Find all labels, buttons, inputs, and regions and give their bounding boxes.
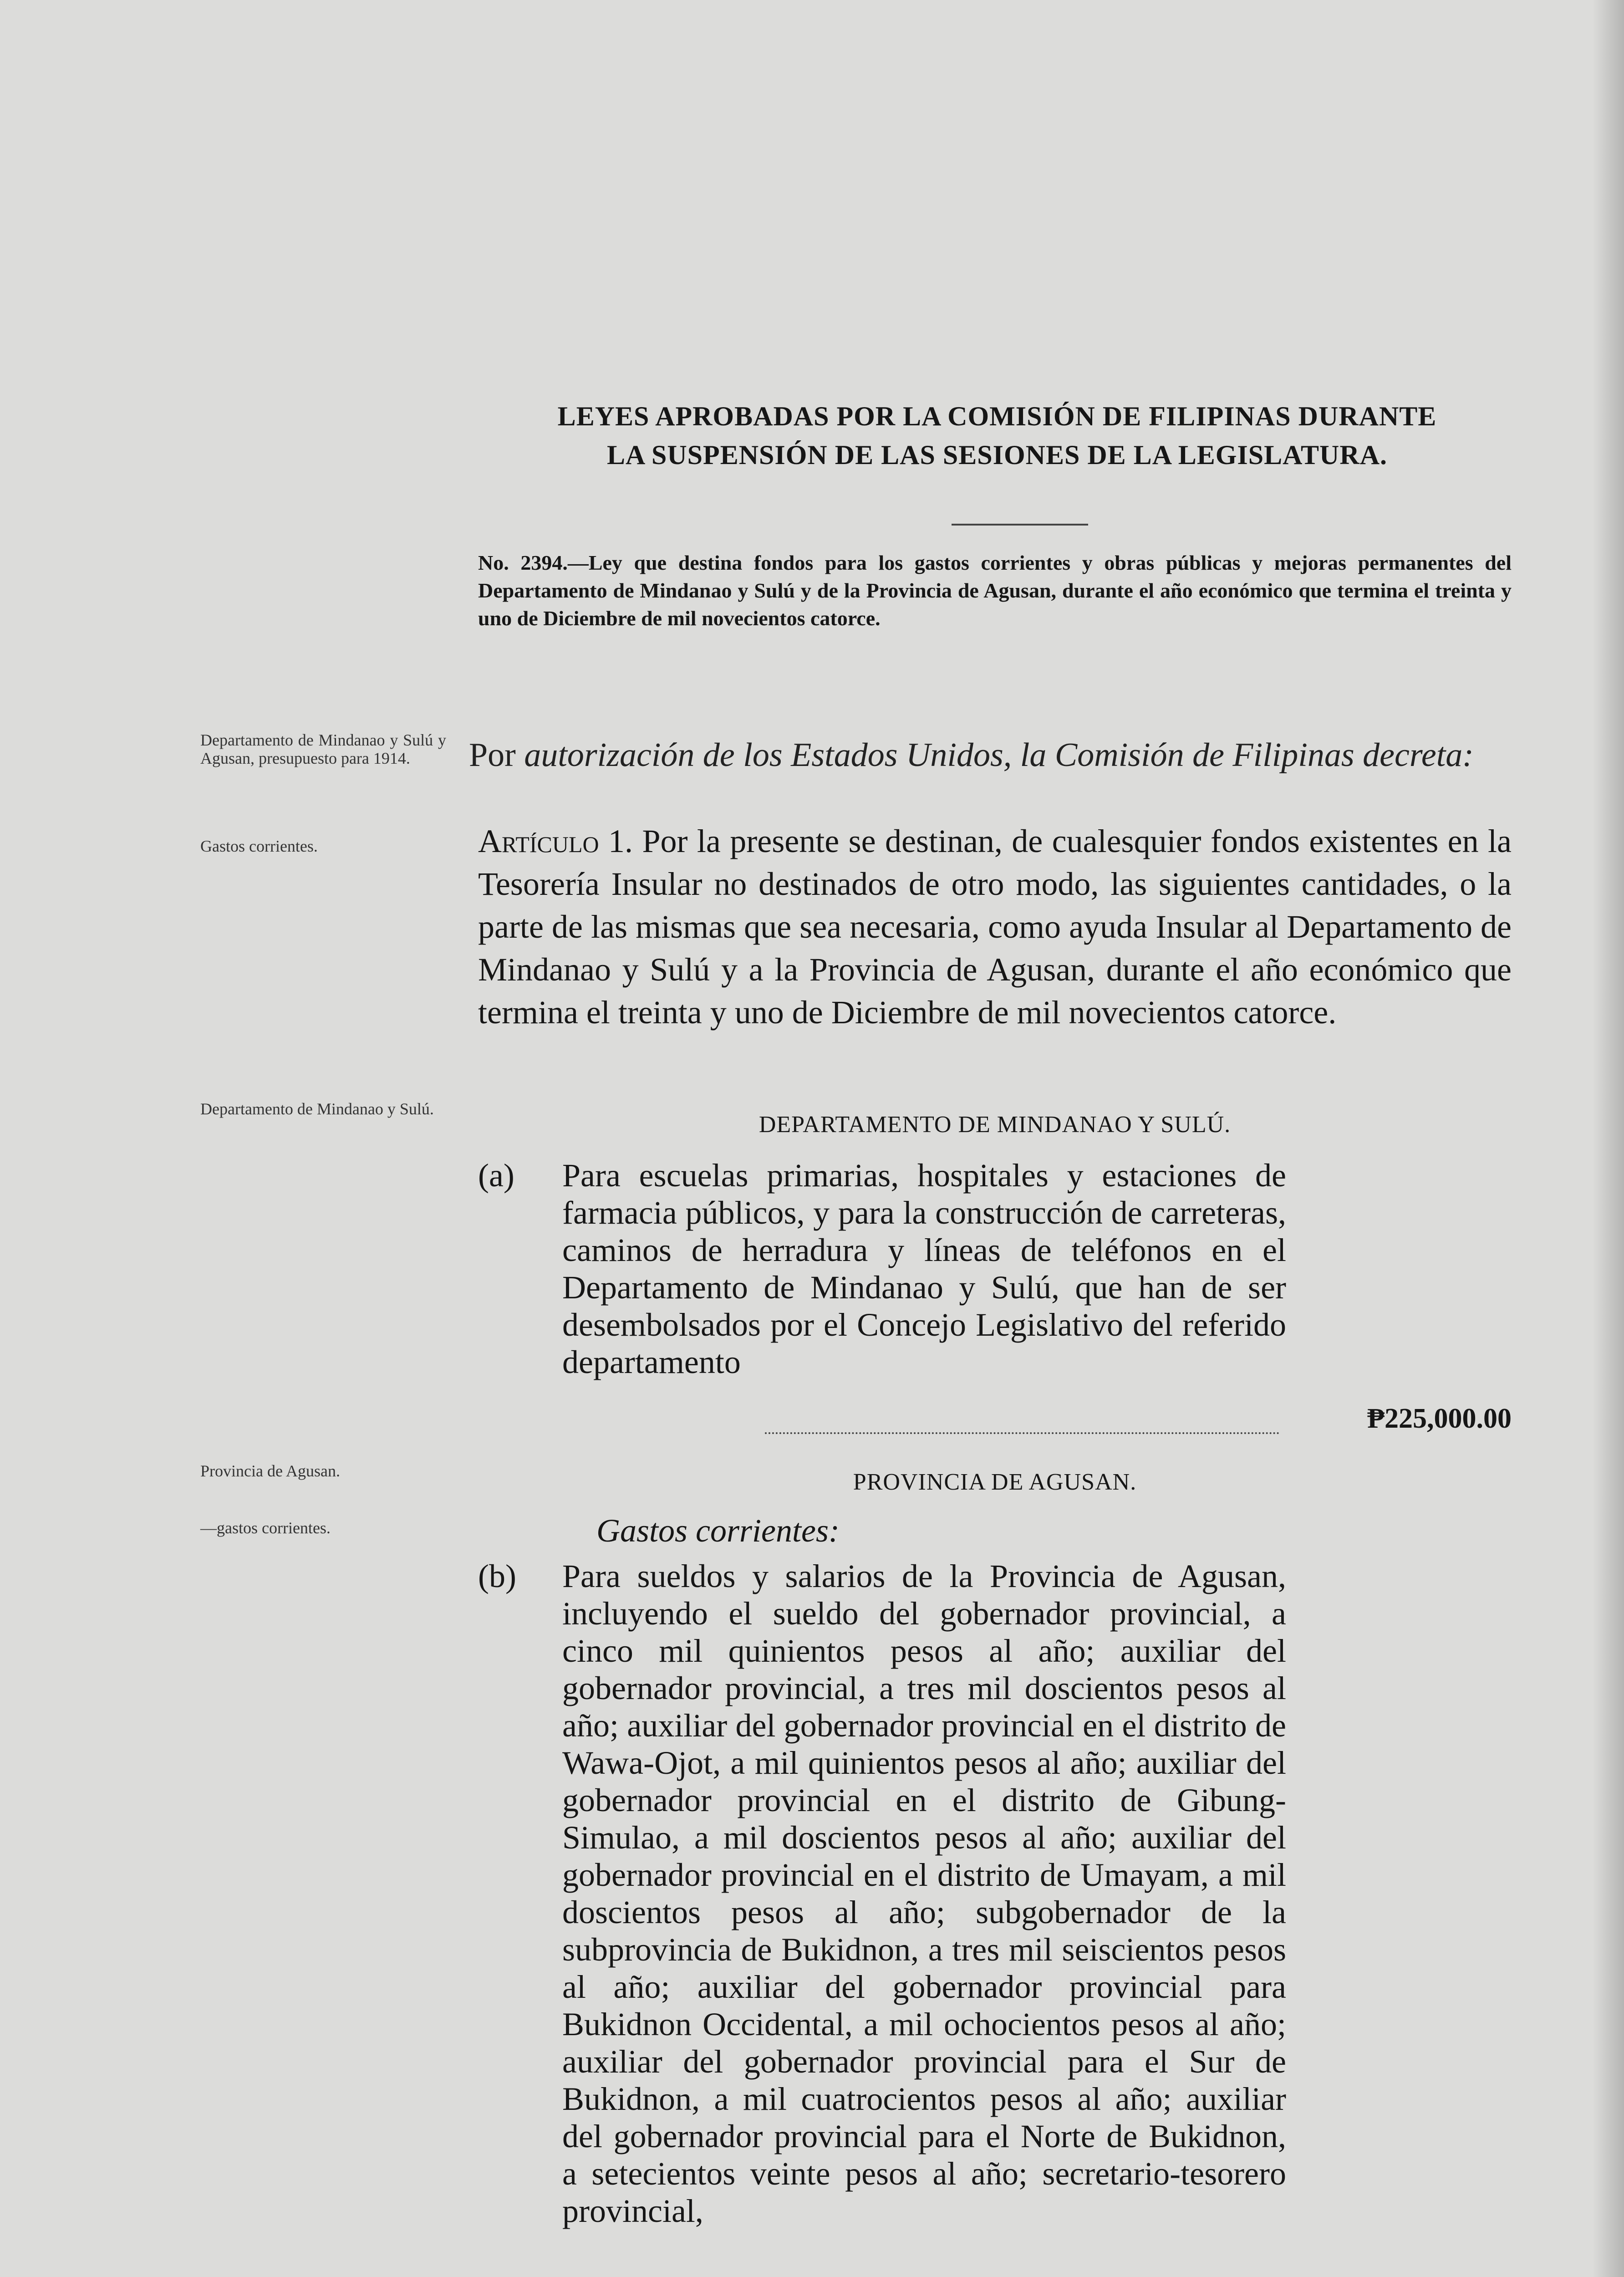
- section-heading-agusan: PROVINCIA DE AGUSAN.: [853, 1469, 1137, 1495]
- margin-note-agusan: Provincia de Agusan.: [200, 1462, 340, 1480]
- enacting-clause-lead: Por: [469, 736, 516, 774]
- item-a-amount: ₱225,000.00: [1367, 1403, 1512, 1434]
- act-summary: No. 2394.—Ley que destina fondos para los gastos corrientes y obras públicas y mejoras permanentes del Departamento de Mindanao y Sulú y de la Provincia de Agusan, durante el año económico que termina el treinta y uno de Diciembre de mil novecientos catorce.: [478, 551, 1512, 630]
- item-a-label: (a): [478, 1157, 514, 1194]
- margin-note-current-expenses: Gastos corrientes.: [200, 837, 318, 855]
- section-heading-mindanao: DEPARTAMENTO DE MINDANAO Y SULÚ.: [759, 1112, 1231, 1138]
- margin-note-mindanao: Departamento de Mindanao y Sulú.: [200, 1100, 434, 1118]
- article-1-label: Artículo 1.: [478, 823, 633, 859]
- article-1-text: Por la presente se destinan, de cualesquier fondos existentes en la Tesorería Insular no destinados de otro modo, las siguientes cantidades, o la parte de las mismas que sea necesaria, como ayuda Insular al Departamento de Mindanao y Sulú y a la Provincia de Agusan, durante el año económico que termina el treinta y uno de Diciembre de mil novecientos catorce.: [478, 823, 1512, 1031]
- page-header-line-1: LEYES APROBADAS POR LA COMISIÓN DE FILIPINAS DURANTE: [557, 401, 1437, 431]
- margin-note-agusan-expenses: —gastos corrientes.: [200, 1519, 331, 1537]
- header-divider: [952, 524, 1088, 526]
- item-a-text: Para escuelas primarias, hospitales y estaciones de farmacia públicos, y para la construcción de carreteras, caminos de herradura y líneas de teléfonos en el Departamento de Mindanao y Sulú, que han de ser desembolsados por el Concejo Legislativo del referido departamento: [562, 1157, 1286, 1380]
- item-b-text: Para sueldos y salarios de la Provincia de Agusan, incluyendo el sueldo del gobernador provincial, a cinco mil quinientos pesos al año; auxiliar del gobernador provincial, a tres mil doscientos pesos al año; auxiliar del gobernador provincial en el distrito de Wawa-Ojot, a mil quinientos pesos al año; auxiliar del gobernador provincial en el distrito de Gibung-Simulao, a mil doscientos pesos al año; auxiliar del gobernador provincial en el distrito de Umayam, a mil doscientos pesos al año; subgobernador de la subprovincia de Bukidnon, a tres mil seiscientos pesos al año; auxiliar del gobernador provincial para Bukidnon Occidental, a mil ochocientos pesos al año; auxiliar del gobernador provincial para el Sur de Bukidnon, a mil cuatrocientos pesos al año; auxiliar del gobernador provincial para el Norte de Bukidnon, a setecientos veinte pesos al año; secretario-tesorero provincial,: [562, 1558, 1286, 2229]
- enacting-clause: [469, 733, 1512, 777]
- item-a-dot-leader: [765, 1432, 1279, 1434]
- enacting-clause-text: autorización de los Estados Unidos, la Comisión de Filipinas decreta:: [524, 736, 1474, 774]
- article-1: [478, 820, 1512, 1034]
- page-header-line-2: LA SUSPENSIÓN DE LAS SESIONES DE LA LEGISLATURA.: [606, 440, 1388, 470]
- margin-note-budget: Departamento de Mindanao y Sulú y Agusan, presupuesto para 1914.: [200, 731, 446, 767]
- subheading-current-expenses: Gastos corrientes:: [596, 1512, 840, 1549]
- page-edge-shadow: [1592, 0, 1624, 2277]
- item-b-label: (b): [478, 1558, 516, 1594]
